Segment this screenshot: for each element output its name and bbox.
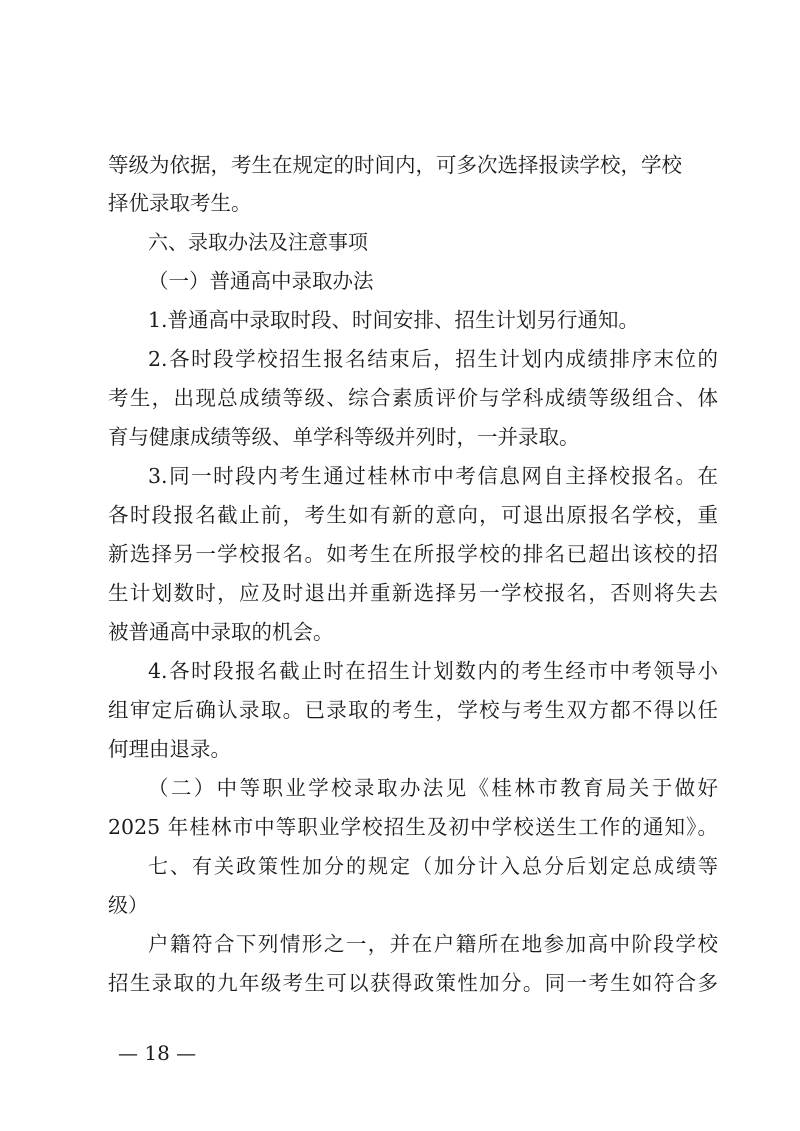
paragraph-line: 2025 年桂林市中等职业学校招生及初中学校送生工作的通知》。 — [108, 815, 718, 839]
section-heading-7-continued: 级） — [108, 893, 148, 917]
paragraph-line: 各时段报名截止前，考生如有新的意向，可退出原报名学校，重 — [108, 503, 718, 527]
page-number: — 18 — — [118, 1041, 197, 1065]
paragraph-line: 组审定后确认录取。已录取的考生，学校与考生双方都不得以任 — [108, 698, 718, 722]
paragraph-line: 新选择另一学校报名。如考生在所报学校的排名已超出该校的招 — [108, 542, 718, 566]
paragraph-line: 3.同一时段内考生通过桂林市中考信息网自主择校报名。在 — [148, 464, 718, 488]
paragraph-line: 育与健康成绩等级、单学科等级并列时，一并录取。 — [108, 425, 580, 449]
paragraph-line: 被普通高中录取的机会。 — [108, 620, 334, 644]
paragraph-line: 招生录取的九年级考生可以获得政策性加分。同一考生如符合多 — [108, 971, 718, 995]
subsection-heading-1: （一）普通高中录取办法 — [148, 269, 374, 293]
paragraph-line: 何理由退录。 — [108, 737, 231, 761]
section-heading-6: 六、录取办法及注意事项 — [148, 230, 368, 254]
paragraph-line: 生计划数时，应及时退出并重新选择另一学校报名，否则将失去 — [108, 581, 718, 605]
paragraph-line: 等级为依据，考生在规定的时间内，可多次选择报读学校，学校 — [108, 153, 682, 177]
section-heading-7: 七、有关政策性加分的规定（加分计入总分后划定总成绩等 — [148, 854, 718, 878]
paragraph-line: 1.普通高中录取时段、时间安排、招生计划另行通知。 — [148, 308, 640, 332]
paragraph-line: 2.各时段学校招生报名结束后，招生计划内成绩排序末位的 — [148, 347, 718, 371]
paragraph-line: 考生，出现总成绩等级、综合素质评价与学科成绩等级组合、体 — [108, 386, 718, 410]
paragraph-line: 4.各时段报名截止时在招生计划数内的考生经市中考领导小 — [148, 659, 718, 683]
paragraph-line: 择优录取考生。 — [108, 191, 252, 215]
paragraph-line: 户籍符合下列情形之一，并在户籍所在地参加高中阶段学校 — [148, 932, 718, 956]
subsection-heading-2: （二）中等职业学校录取办法见《桂林市教育局关于做好 — [148, 776, 718, 800]
